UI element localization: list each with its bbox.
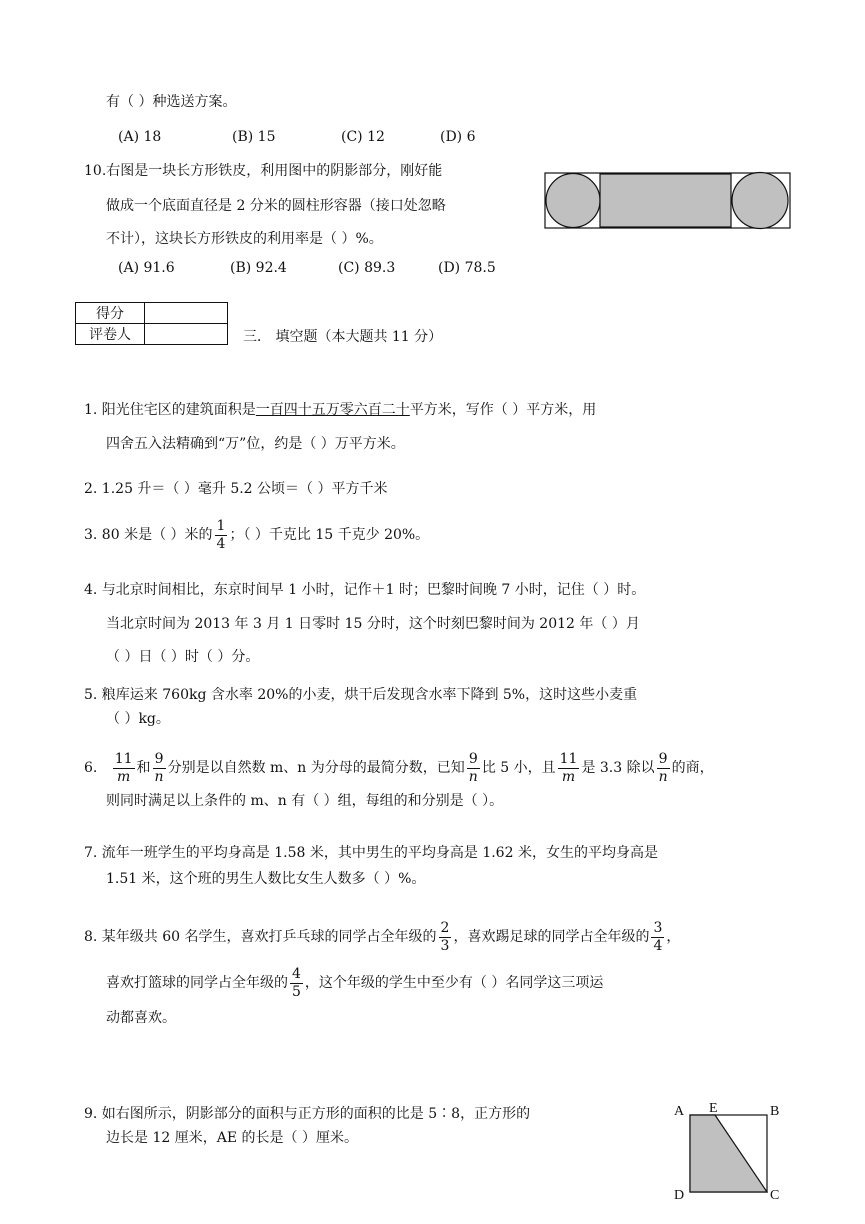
q10-line2: 做成一个底面直径是 2 分米的圆柱形容器（接口处忽略 [106,198,446,214]
f1-post: 平方米，写作（ ）平方米，用 [409,402,597,418]
q9-option-b: (B) 15 [232,129,276,145]
f7-line2: 1.51 米，这个班的男生人数比女生人数多（ ）%。 [106,871,426,887]
f9-line1: 9. 如右图所示，阴影部分的面积与正方形的面积的比是 5∶8，正方形的 [84,1106,531,1122]
label-c: C [770,1188,780,1203]
f8-l2-pre: 喜欢打篮球的同学占全年级的 [106,975,288,991]
f6-fraction-a [113,751,135,786]
f8-fa-den: 3 [440,937,450,954]
f6-line1 [84,745,714,791]
f6-fd-num: 11 [559,750,578,767]
f6-mid2: 比 5 小，且 [481,760,556,776]
q10-option-a: (A) 91.6 [118,260,175,276]
label-e: E [709,1101,718,1116]
q10-option-d: (D) 78.5 [438,260,496,276]
q10-option-b: (B) 92.4 [230,260,287,276]
q10-line3: 不计），这块长方形铁皮的利用率是（ ）%。 [106,231,383,247]
square-figure [670,1097,790,1207]
f6-fc-den: n [468,768,478,785]
f8-fc-num: 4 [292,965,301,982]
shaded-rectangle [600,174,731,227]
f8-end: ， [666,929,681,945]
f7-line1: 7. 流年一班学生的平均身高是 1.58 米，其中男生的平均身高是 1.62 米，女生的平均身高是 [84,845,658,861]
f6-mid1: 分别是以自然数 m、n 为分母的最简分数，已知 [167,760,465,776]
f8-line1 [84,914,680,960]
f6-fraction-e [657,751,670,786]
label-a: A [674,1104,685,1119]
f9-line2: 边长是 12 厘米，AE 的长是（ ）厘米。 [106,1130,358,1146]
shaded-trapezoid [690,1115,767,1192]
f8-line3: 动都喜欢。 [106,1010,176,1026]
f6-fc-num: 9 [467,751,480,769]
f8-l2-post: ，这个年级的学生中至少有（ ）名同学这三项运 [304,975,604,991]
f6-fraction-c [467,751,480,786]
f8-fb-den: 4 [653,937,663,954]
f3-frac-num: 1 [216,517,226,534]
label-d: D [674,1188,685,1203]
grader-field[interactable] [145,324,228,345]
f6-fe-num: 9 [657,751,670,769]
f8-fraction-c [290,966,303,1001]
f6-line2: 则同时满足以上条件的 m、n 有（ ）组，每组的和分别是（ ）。 [106,793,504,809]
f6-mid3: 是 3.3 除以 [581,760,655,776]
f6-mid4: 的商， [671,760,714,776]
f6-fraction-b [153,751,166,786]
score-table [75,302,228,345]
section-title: 三． 填空题（本大题共 11 分） [243,329,443,345]
score-label: 得分 [76,303,145,324]
f3-frac-den: 4 [216,535,226,552]
f3-line [84,512,429,558]
f3-fraction [215,518,228,553]
score-field[interactable] [145,303,228,324]
f8-mid: ，喜欢踢足球的同学占全年级的 [453,929,650,945]
f8-fraction-b [651,920,664,955]
grader-label: 评卷人 [76,324,145,345]
right-circle [732,173,788,229]
f1-line1 [84,401,596,419]
q10-line1: 10.右图是一块长方形铁皮，利用图中的阴影部分，刚好能 [84,163,443,179]
f1-underlined: 一百四十五万零六百二十 [255,402,410,418]
f6-fa-den: m [116,768,131,785]
f6-fraction-d [558,751,580,786]
f4-line2: 当北京时间为 2013 年 3 月 1 日零时 15 分时，这个时刻巴黎时间为 2012 年（ ）月 [106,616,640,632]
label-b: B [770,1104,780,1119]
f6-number: 6. [84,760,98,776]
f6-fb-num: 9 [153,751,166,769]
f8-fraction-a [439,920,452,955]
f2-line: 2. 1.25 升＝（ ）毫升 5.2 公顷＝（ ）平方千米 [84,481,388,497]
q9-option-c: (C) 12 [341,129,385,145]
f3-post: ；（ ）千克比 15 千克少 20%。 [229,527,430,543]
f8-pre: 8. 某年级共 60 名学生，喜欢打乒乓球的同学占全年级的 [84,929,437,945]
q9-option-a: (A) 18 [118,129,162,145]
left-circle [546,174,600,228]
f1-pre: 1. 阳光住宅区的建筑面积是 [84,402,256,418]
f5-line2: （ ）kg。 [106,711,170,727]
f1-line2: 四舍五入法精确到“万”位，约是（ ）万平方米。 [106,436,405,452]
f6-fb-den: n [154,768,164,785]
f8-line2 [106,960,603,1006]
q10-option-c: (C) 89.3 [338,260,396,276]
f6-fa-num: 11 [114,750,133,767]
f6-and: 和 [136,760,151,776]
f8-fa-num: 2 [440,919,450,936]
q9-option-d: (D) 6 [440,129,476,145]
iron-sheet-figure [544,172,792,230]
f4-line3: （ ）日（ ）时（ ）分。 [106,649,260,665]
f8-fc-den: 5 [292,983,301,1000]
f6-fe-den: n [658,768,668,785]
f3-pre: 3. 80 米是（ ）米的 [84,527,213,543]
q9-tail: 有（ ）种选送方案。 [106,94,237,110]
f6-fd-den: m [561,768,576,785]
f4-line1: 4. 与北京时间相比，东京时间早 1 小时，记作＋1 时；巴黎时间晚 7 小时，记住（ ）时。 [84,582,646,598]
f8-fb-num: 3 [653,919,663,936]
f5-line1: 5. 粮库运来 760kg 含水率 20%的小麦，烘干后发现含水率下降到 5%，这时这些小麦重 [84,687,638,703]
